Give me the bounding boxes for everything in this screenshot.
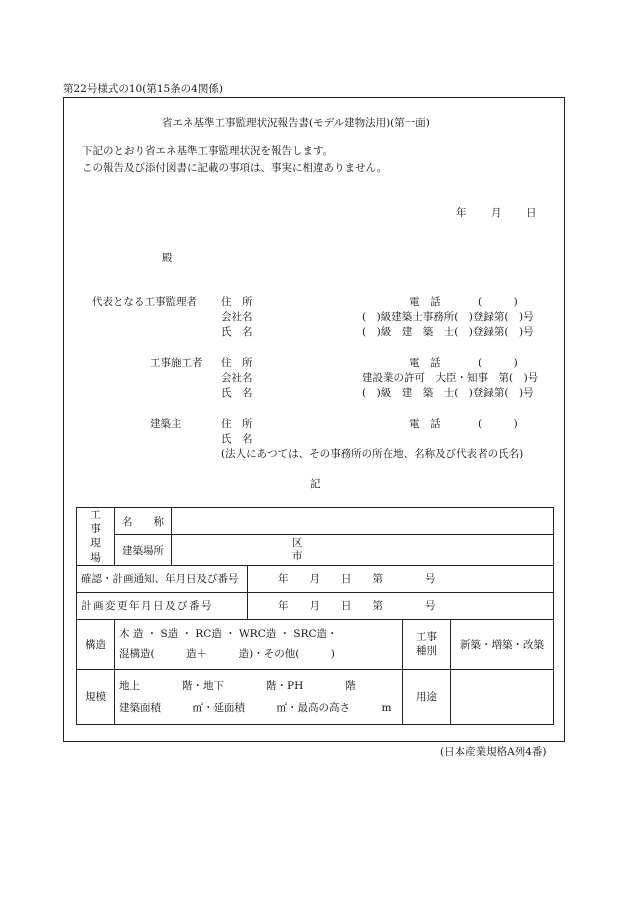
site-name-field[interactable]: [172, 508, 554, 535]
date-month: 月: [491, 207, 502, 219]
scale-label: 規模: [77, 669, 115, 724]
owner-note: (法人にあつては、その事務所の所在地、名称及び代表者の氏名): [221, 448, 524, 460]
structure-line-1: 木 造 ・ S造 ・ RC造 ・ WRC造 ・ SRC造・: [119, 627, 338, 640]
supervisor-role: 代表となる工事監理者: [92, 296, 197, 308]
owner-phone-paren: ( ): [478, 418, 518, 430]
structure-field[interactable]: [115, 619, 403, 669]
owner-address-label: 住 所: [221, 418, 253, 430]
structure-label: 構造: [77, 619, 115, 669]
owner-name-label: 氏 名: [221, 433, 253, 445]
plan-change-label: 計画変更年月日及び番号: [77, 592, 248, 619]
ku-label: 区: [292, 537, 303, 550]
site-info-table: [76, 507, 554, 725]
supervisor-address-label: 住 所: [221, 296, 253, 308]
use-field[interactable]: [451, 669, 554, 724]
addressee: 殿: [162, 252, 173, 264]
ki-label: 記: [310, 478, 321, 490]
intro-line-2: この報告及び添付図書に記載の事項は、事実に相違ありません。: [82, 162, 388, 174]
site-location-label: 建築場所: [115, 535, 172, 565]
contractor-phone-paren: ( ): [478, 357, 518, 369]
work-type-value[interactable]: 新築・増築・改築: [451, 619, 554, 669]
scale-line-2: 建築面積 ㎡・延面積 ㎡・最高の高さ m: [119, 701, 392, 714]
shi-label: 市: [292, 550, 303, 562]
owner-role: 建築主: [150, 418, 182, 430]
intro-line-1: 下記のとおり省エネ基準工事監理状況を報告します。: [82, 145, 334, 157]
date-day: 日: [526, 207, 537, 219]
site-label: 工 事 現 場: [77, 508, 115, 566]
structure-line-2: 混構造( 造＋ 造)・その他( ): [119, 648, 335, 661]
owner-phone-label: 電 話: [409, 418, 441, 430]
contractor-name-registration: ( )級 建 築 士( )登録第( )号: [362, 387, 534, 399]
contractor-name-label: 氏 名: [221, 387, 253, 399]
footer-paper-size: (日本産業規格A列4番): [440, 746, 547, 758]
site-location-field[interactable]: [172, 535, 554, 565]
contractor-role: 工事施工者: [150, 357, 203, 369]
page-title: 省エネ基準工事監理状況報告書(モデル建物法用)(第一面): [162, 117, 430, 129]
supervisor-phone-paren: ( ): [478, 296, 518, 308]
form-number: 第22号様式の10(第15条の4関係): [63, 83, 223, 95]
supervisor-name-registration: ( )級 建 築 士( )登録第( )号: [362, 326, 534, 338]
work-type-label: 工事 種別: [403, 619, 451, 669]
use-label: 用途: [403, 669, 451, 724]
date-year: 年: [456, 207, 467, 219]
site-name-label: 名 称: [115, 508, 172, 535]
contractor-company-label: 会社名: [221, 372, 253, 384]
scale-line-1: 地上 階・地下 階・PH 階: [119, 679, 356, 692]
supervisor-company-registration: ( )級建築士事務所( )登録第( )号: [362, 311, 534, 323]
supervisor-company-label: 会社名: [221, 311, 253, 323]
confirm-value[interactable]: 年 月 日 第 号: [248, 565, 554, 592]
contractor-phone-label: 電 話: [409, 357, 441, 369]
contractor-license: 建設業の許可 大臣・知事 第( )号: [362, 372, 539, 384]
scale-field[interactable]: [115, 669, 403, 724]
confirm-label: 確認・計画通知、年月日及び番号: [77, 565, 248, 592]
plan-change-value[interactable]: 年 月 日 第 号: [248, 592, 554, 619]
supervisor-name-label: 氏 名: [221, 326, 253, 338]
supervisor-phone-label: 電 話: [409, 296, 441, 308]
contractor-address-label: 住 所: [221, 357, 253, 369]
